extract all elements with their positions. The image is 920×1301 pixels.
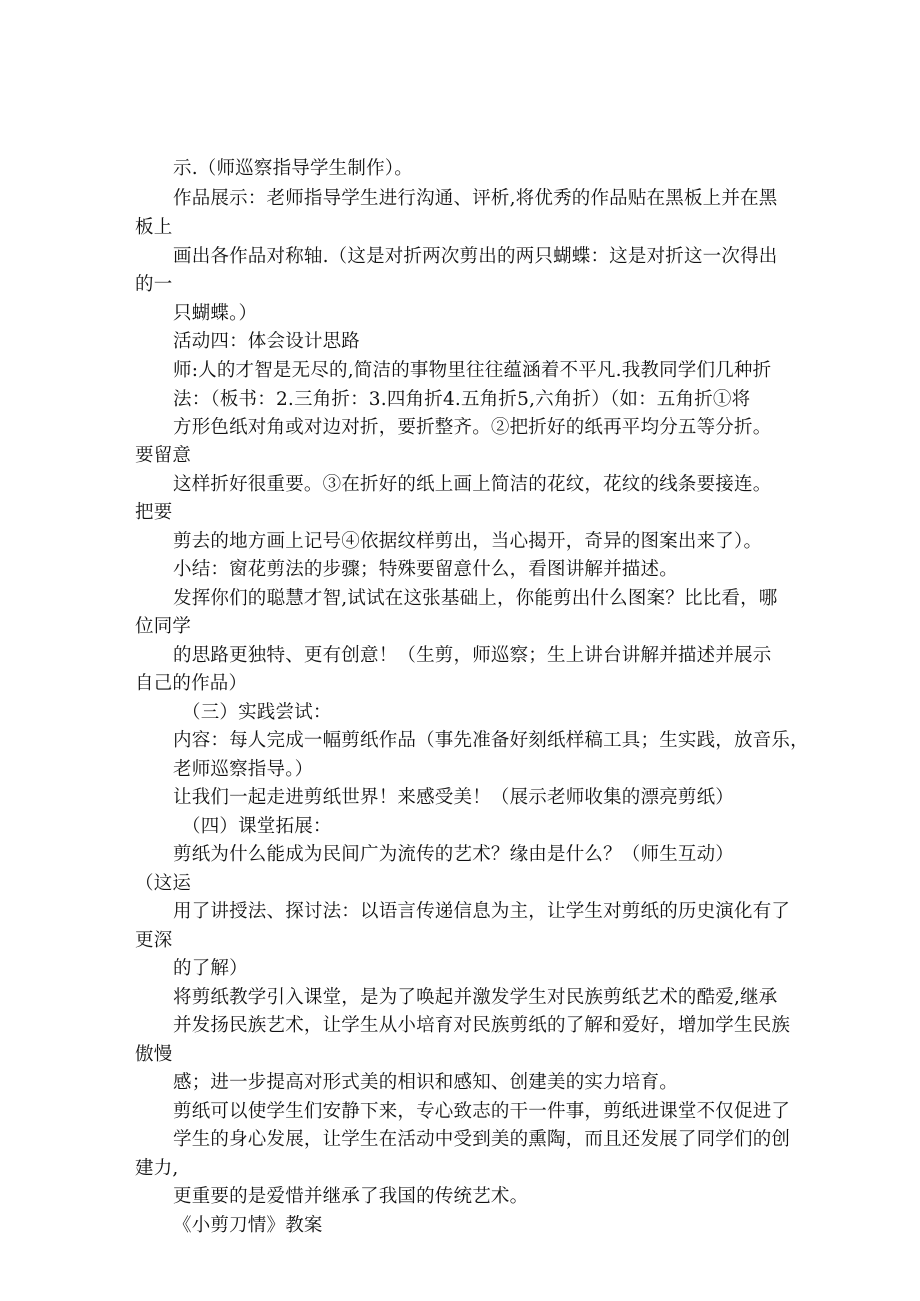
- text-line: 这样折好很重要。③在折好的纸上画上简洁的花纹，花纹的线条要接连。: [173, 474, 772, 495]
- text-line: 用了讲授法、探讨法：以语言传递信息为主，让学生对剪纸的历史演化有了: [173, 901, 791, 922]
- text-line: 方形色纸对角或对边对折，要折整齐。②把折好的纸再平均分五等分折。: [173, 417, 772, 438]
- text-line: 只蝴蝶。）: [173, 303, 258, 324]
- text-line: 作品展示：老师指导学生进行沟通、评析,将优秀的作品贴在黑板上并在黑: [173, 188, 778, 209]
- document-title: 《小剪刀情》教案: [173, 1215, 323, 1236]
- text-line: 并发扬民族艺术，让学生从小培育对民族剪纸的了解和爱好，增加学生民族: [173, 1015, 791, 1036]
- text-line: （这运: [135, 873, 192, 894]
- text-line: 傲慢: [135, 1044, 173, 1065]
- text-line: 剪纸可以使学生们安静下来，专心致志的干一件事，剪纸进课堂不仅促进了: [173, 1101, 791, 1122]
- text-line: 将剪纸教学引入课堂，是为了唤起并激发学生对民族剪纸艺术的酷爱,继承: [173, 987, 778, 1008]
- text-line: 老师巡察指导。）: [173, 759, 314, 780]
- text-line: 自己的作品）: [135, 673, 248, 694]
- text-line: 法：（板书：2.三角折：3.四角折4.五角折5,六角折）（如：五角折①将: [173, 389, 751, 410]
- text-line: 板上: [135, 217, 173, 238]
- text-line: 更深: [135, 930, 173, 951]
- text-line: 学生的身心发展，让学生在活动中受到美的熏陶，而且还发展了同学们的创: [173, 1129, 791, 1150]
- text-line: 师:人的才智是无尽的,简洁的事物里往往蕴涵着不平凡.我教同学们几种折: [173, 360, 772, 381]
- text-line: 要留意: [135, 445, 192, 466]
- section-heading: （四）课堂拓展：: [182, 816, 332, 837]
- text-line: 的思路更独特、更有创意！（生剪，师巡察；生上讲台讲解并描述并展示: [173, 645, 772, 666]
- text-line: 感；进一步提高对形式美的相识和感知、创建美的实力培育。: [173, 1072, 678, 1093]
- text-line: 更重要的是爱惜并继承了我国的传统艺术。: [173, 1186, 529, 1207]
- text-line: 剪纸为什么能成为民间广为流传的艺术？缘由是什么？（师生互动）: [173, 844, 735, 865]
- section-heading: （三）实践尝试：: [182, 702, 332, 723]
- text-line: 让我们一起走进剪纸世界！来感受美！（展示老师收集的漂亮剪纸）: [173, 787, 735, 808]
- section-heading: 活动四：体会设计思路: [173, 331, 361, 352]
- text-line: 建力,: [135, 1158, 179, 1179]
- text-line: 的一: [135, 274, 173, 295]
- text-line: 内容：每人完成一幅剪纸作品（事先准备好刻纸样稿工具；生实践，放音乐，: [173, 730, 809, 751]
- text-line: 发挥你们的聪慧才智,试试在这张基础上，你能剪出什么图案？比比看，哪: [173, 588, 778, 609]
- text-line: 剪去的地方画上记号④依据纹样剪出，当心揭开，奇异的图案出来了）。: [173, 531, 763, 552]
- text-line: 画出各作品对称轴.（这是对折两次剪出的两只蝴蝶：这是对折这一次得出: [173, 246, 778, 267]
- text-line: 示.（师巡察指导学生制作）。: [173, 158, 413, 179]
- text-line: 小结：窗花剪法的步骤；特殊要留意什么，看图讲解并描述。: [173, 559, 678, 580]
- text-line: 把要: [135, 502, 173, 523]
- text-line: 位同学: [135, 616, 192, 637]
- text-line: 的了解）: [173, 958, 248, 979]
